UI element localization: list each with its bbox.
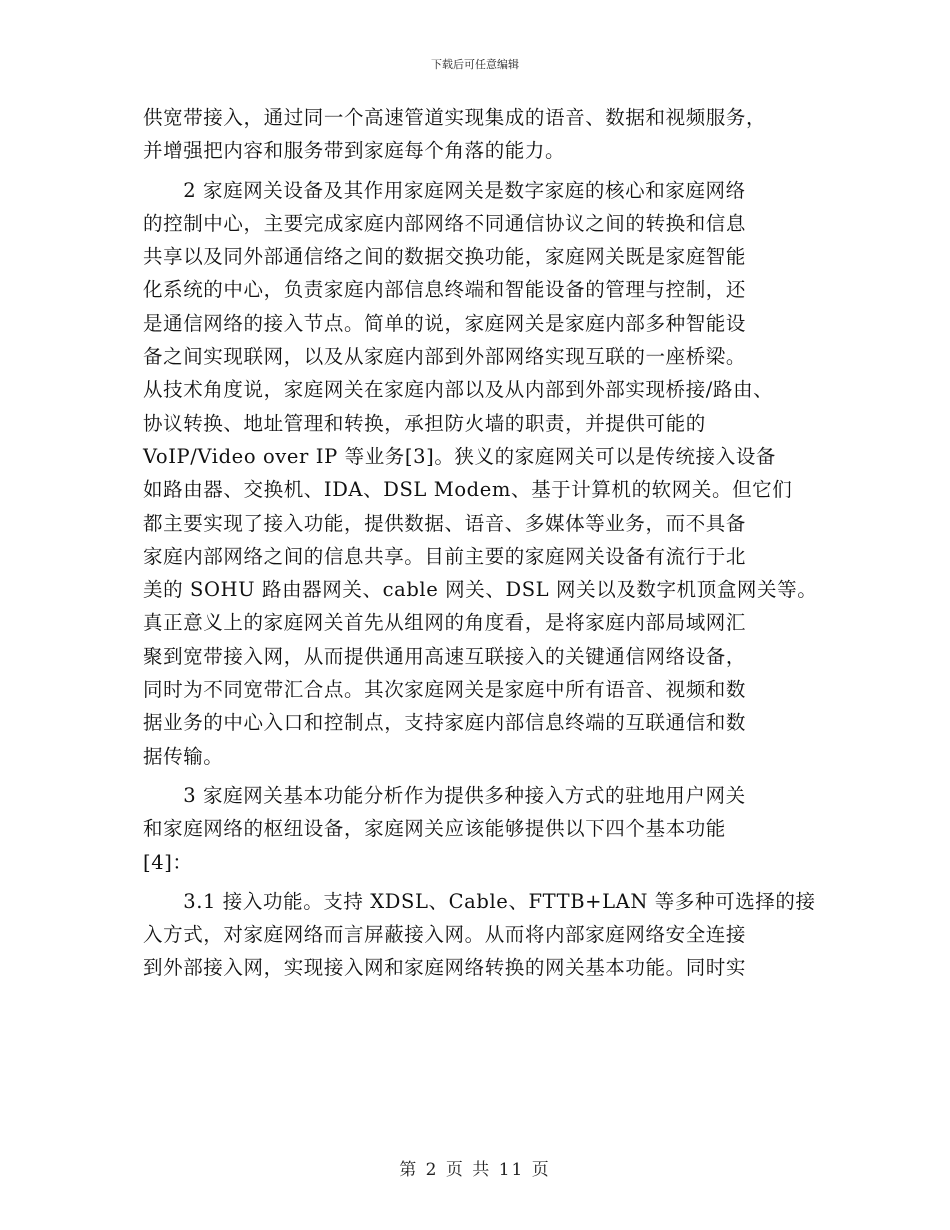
paragraph-1 — [143, 101, 823, 168]
text-line: 是通信网络的接入节点。简单的说，家庭网关是家庭内部多种智能设 — [143, 311, 747, 335]
page-footer: 第 2 页 共 11 页 — [399, 1160, 551, 1180]
page-header: 下载后可任意编辑 — [431, 58, 519, 71]
text-line: 3 家庭网关基本功能分析作为提供多种接入方式的驻地用户网关 — [143, 783, 746, 807]
text-line: 共享以及同外部通信络之间的数据交换功能，家庭网关既是家庭智能 — [143, 245, 747, 269]
text-line: 供宽带接入，通过同一个高速管道实现集成的语音、数据和视频服务， — [143, 106, 767, 129]
text-line: 真正意义上的家庭网关首先从组网的角度看，是将家庭内部局域网汇 — [143, 611, 747, 635]
paragraph-2 — [143, 174, 823, 773]
paragraph-4 — [143, 885, 823, 985]
text-line: 据业务的中心入口和控制点，支持家庭内部信息终端的互联通信和数 — [143, 711, 747, 735]
text-line: 同时为不同宽带汇合点。其次家庭网关是家庭中所有语音、视频和数 — [143, 678, 747, 702]
text-line: 和家庭网络的枢纽设备，家庭网关应该能够提供以下四个基本功能 — [143, 817, 726, 841]
text-line: 的控制中心，主要完成家庭内部网络不同通信协议之间的转换和信息 — [143, 211, 747, 235]
text-line: 协议转换、地址管理和转换，承担防火墙的职责，并提供可能的 — [143, 411, 706, 435]
text-line: 化系统的中心，负责家庭内部信息终端和智能设备的管理与控制，还 — [143, 278, 747, 302]
text-line: 从技术角度说，家庭网关在家庭内部以及从内部到外部实现桥接/路由、 — [143, 378, 774, 402]
paragraph-3 — [143, 779, 823, 879]
text-line: 3.1 接入功能。支持 XDSL、Cable、FTTB+LAN 等多种可选择的接 — [143, 889, 816, 913]
text-line: 如路由器、交换机、IDA、DSL Modem、基于计算机的软网关。但它们 — [143, 478, 793, 502]
text-line: 并增强把内容和服务带到家庭每个角落的能力。 — [143, 139, 566, 163]
text-line: 入方式，对家庭网络而言屏蔽接入网。从而将内部家庭网络安全连接 — [143, 923, 747, 947]
text-line: [4]： — [143, 850, 193, 874]
text-line: 2 家庭网关设备及其作用家庭网关是数字家庭的核心和家庭网络 — [143, 178, 746, 202]
text-line: 据传输。 — [143, 744, 224, 768]
text-line: 到外部接入网，实现接入网和家庭网络转换的网关基本功能。同时实 — [143, 956, 747, 980]
text-line: 美的 SOHU 路由器网关、cable 网关、DSL 网关以及数字机顶盒网关等。 — [143, 578, 818, 602]
text-line: 都主要实现了接入功能，提供数据、语音、多媒体等业务，而不具备 — [143, 511, 747, 535]
text-line: VoIP/Video over IP 等业务[3]。狭义的家庭网关可以是传统接入设备 — [143, 444, 777, 468]
document-body — [143, 101, 823, 985]
text-line: 聚到宽带接入网，从而提供通用高速互联接入的关键通信网络设备， — [143, 644, 747, 668]
text-line: 备之间实现联网，以及从家庭内部到外部网络实现互联的一座桥梁。 — [143, 345, 747, 369]
text-line: 家庭内部网络之间的信息共享。目前主要的家庭网关设备有流行于北 — [143, 544, 747, 568]
